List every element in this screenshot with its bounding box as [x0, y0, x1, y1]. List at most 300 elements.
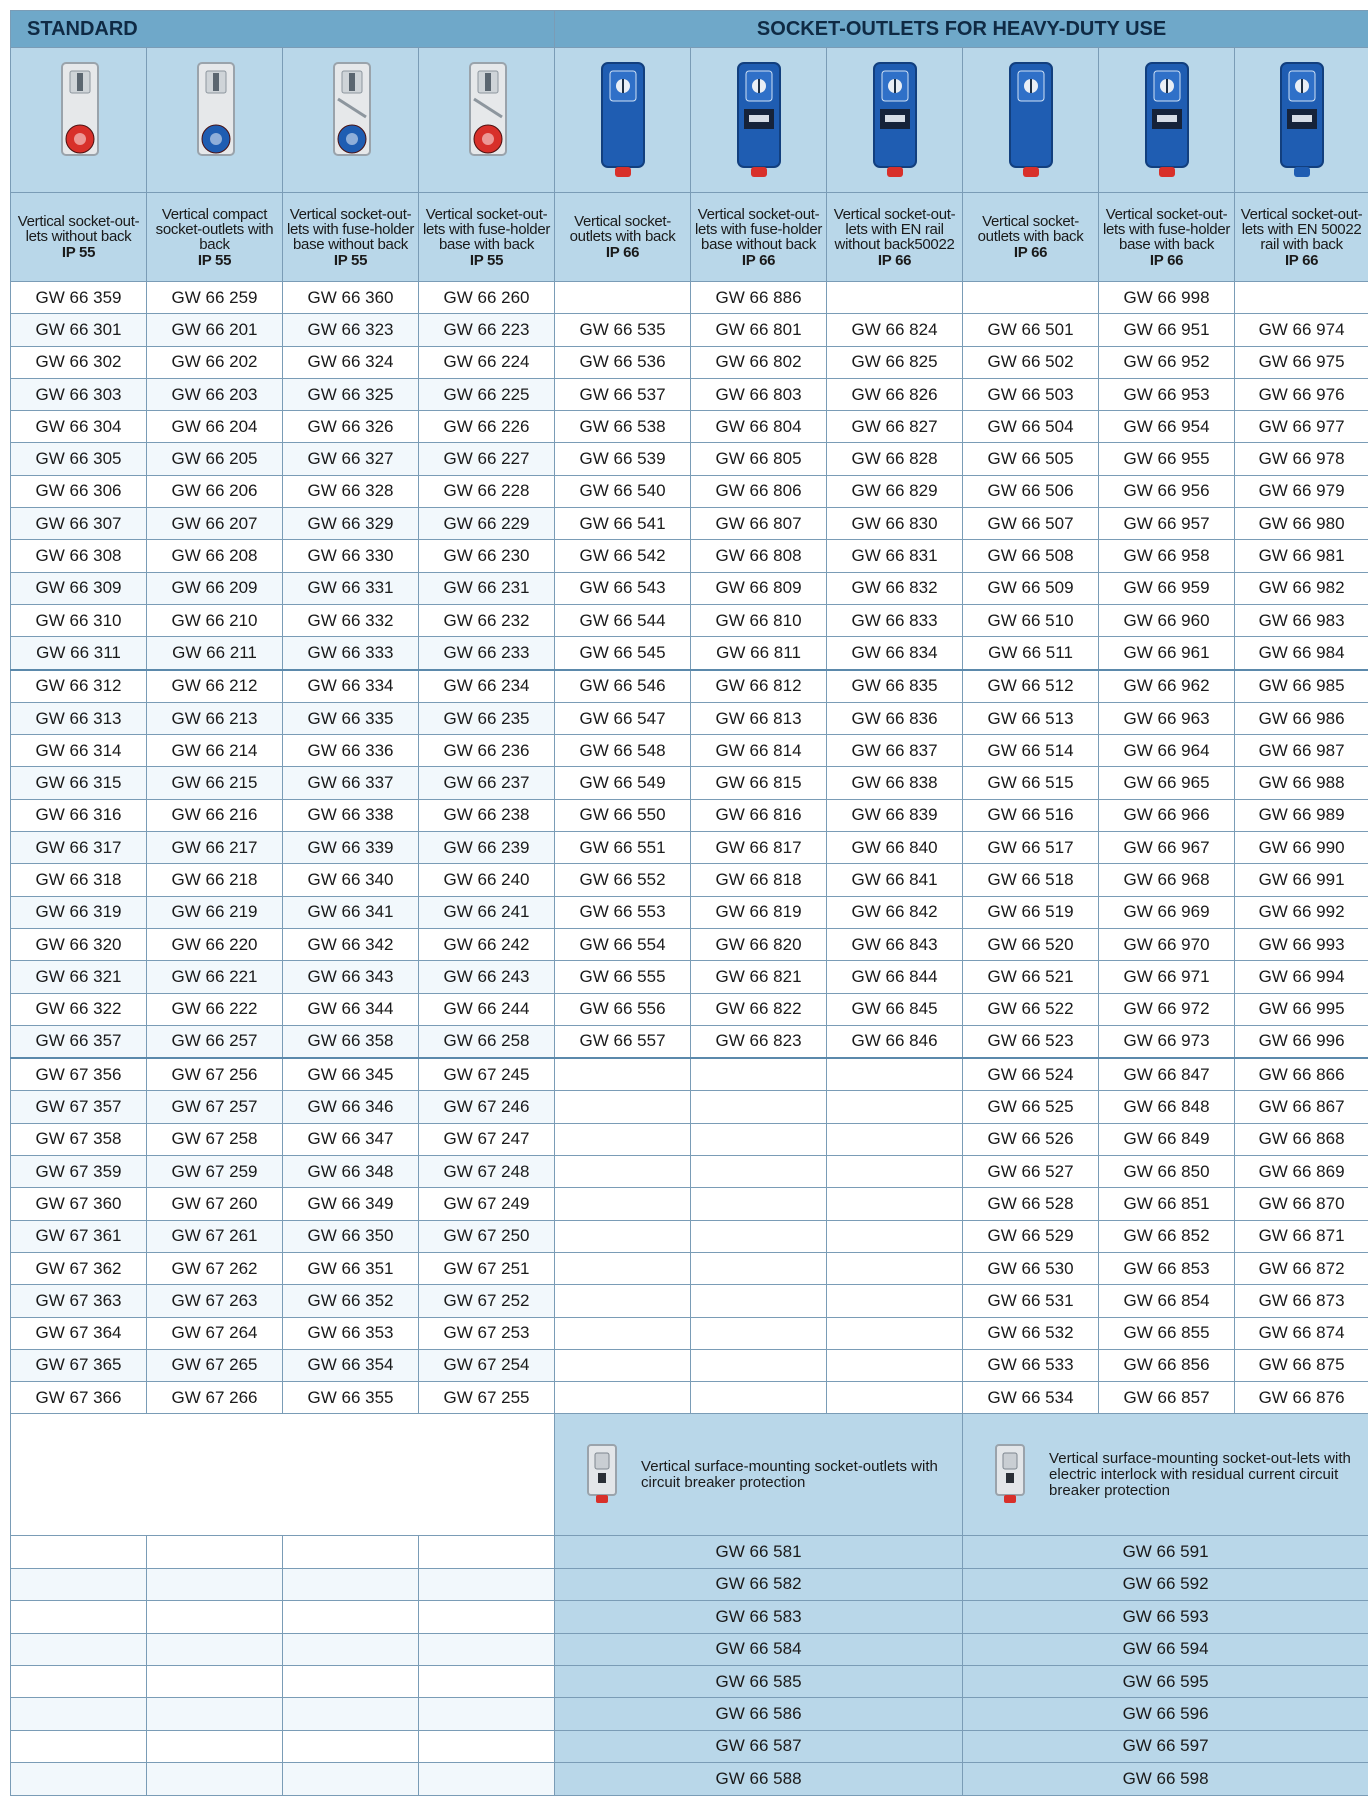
product-code-cell: GW 66 309	[11, 572, 147, 604]
blue-heavy-fuse-socket-outlet-icon	[691, 57, 826, 183]
table-row	[11, 896, 1368, 928]
product-code-cell	[691, 1156, 827, 1188]
breaker-product-code-cell: GW 66 598	[963, 1763, 1368, 1795]
product-code-cell: GW 66 961	[1099, 637, 1235, 670]
product-code-cell: GW 66 959	[1099, 572, 1235, 604]
product-code-cell: GW 66 804	[691, 411, 827, 443]
product-code-cell	[827, 1285, 963, 1317]
product-code-cell: GW 66 314	[11, 735, 147, 767]
empty-cell	[419, 1763, 555, 1795]
table-row	[11, 928, 1368, 960]
product-code-cell: GW 66 339	[283, 832, 419, 864]
ip-rating: IP 55	[421, 253, 552, 268]
product-code-cell: GW 67 264	[147, 1317, 283, 1349]
product-code-cell: GW 66 240	[419, 864, 555, 896]
table-row	[11, 1285, 1368, 1317]
empty-cell	[11, 1601, 147, 1633]
product-code-cell: GW 66 826	[827, 378, 963, 410]
product-code-cell: GW 66 321	[11, 961, 147, 993]
product-code-cell	[1235, 282, 1368, 314]
product-code-cell: GW 66 525	[963, 1091, 1099, 1123]
product-code-cell: GW 66 964	[1099, 735, 1235, 767]
product-code-cell	[555, 1285, 691, 1317]
product-code-cell	[555, 1382, 691, 1414]
product-code-cell: GW 66 989	[1235, 799, 1368, 831]
product-code-cell: GW 66 217	[147, 832, 283, 864]
table-row	[11, 1665, 1368, 1697]
product-code-cell: GW 66 302	[11, 346, 147, 378]
breaker-product-code-cell: GW 66 586	[555, 1698, 963, 1730]
breaker-product-code-cell: GW 66 597	[963, 1730, 1368, 1762]
product-code-cell	[555, 1123, 691, 1155]
product-code-cell: GW 66 225	[419, 378, 555, 410]
product-code-cell: GW 66 539	[555, 443, 691, 475]
table-row	[11, 670, 1368, 703]
product-code-cell: GW 66 305	[11, 443, 147, 475]
product-code-cell: GW 66 206	[147, 475, 283, 507]
product-code-cell: GW 66 529	[963, 1220, 1099, 1252]
product-code-cell: GW 67 265	[147, 1349, 283, 1381]
product-code-cell: GW 66 212	[147, 670, 283, 703]
product-code-cell: GW 66 832	[827, 572, 963, 604]
product-code-cell: GW 66 324	[283, 346, 419, 378]
product-code-cell: GW 66 849	[1099, 1123, 1235, 1155]
product-code-cell	[555, 1091, 691, 1123]
breaker-description-row	[11, 1414, 1368, 1536]
product-code-cell: GW 66 333	[283, 637, 419, 670]
product-code-cell: GW 66 354	[283, 1349, 419, 1381]
product-code-cell: GW 66 820	[691, 928, 827, 960]
breaker-product-code-cell: GW 66 581	[555, 1536, 963, 1568]
product-code-cell: GW 66 516	[963, 799, 1099, 831]
product-code-cell: GW 66 338	[283, 799, 419, 831]
product-code-cell: GW 67 362	[11, 1252, 147, 1284]
product-code-cell: GW 67 361	[11, 1220, 147, 1252]
product-code-cell: GW 66 874	[1235, 1317, 1368, 1349]
rcd-breaker-product-description: Vertical surface-mounting socket-out-lets with electric interlock with residual current circuit breaker protection	[1049, 1451, 1368, 1499]
blue-heavy-rail-back-socket-outlet-icon	[1235, 57, 1368, 183]
product-code-cell: GW 66 230	[419, 540, 555, 572]
product-code-cell: GW 66 852	[1099, 1220, 1235, 1252]
product-code-cell: GW 66 549	[555, 767, 691, 799]
product-code-cell: GW 66 837	[827, 735, 963, 767]
product-code-cell: GW 66 344	[283, 993, 419, 1025]
product-code-cell: GW 66 981	[1235, 540, 1368, 572]
product-code-cell: GW 66 995	[1235, 993, 1368, 1025]
product-code-cell: GW 66 527	[963, 1156, 1099, 1188]
section-header-row	[11, 11, 1368, 48]
product-code-cell: GW 66 548	[555, 735, 691, 767]
product-image-cell	[827, 48, 963, 193]
product-code-cell: GW 66 219	[147, 896, 283, 928]
table-row	[11, 1091, 1368, 1123]
product-code-cell: GW 66 208	[147, 540, 283, 572]
product-code-cell	[691, 1349, 827, 1381]
table-row	[11, 799, 1368, 831]
product-code-cell	[691, 1123, 827, 1155]
product-description-cell	[963, 193, 1099, 282]
product-image-cell	[1235, 48, 1368, 193]
table-row	[11, 832, 1368, 864]
product-code-cell	[827, 1220, 963, 1252]
blue-heavy-socket-outlet-back-icon	[963, 57, 1098, 183]
product-code-cell: GW 66 975	[1235, 346, 1368, 378]
product-code-cell: GW 66 839	[827, 799, 963, 831]
product-image-cell	[691, 48, 827, 193]
product-description-cell	[147, 193, 283, 282]
product-code-cell: GW 66 974	[1235, 314, 1368, 346]
breaker-product-code-cell: GW 66 591	[963, 1536, 1368, 1568]
product-code-cell: GW 66 545	[555, 637, 691, 670]
product-code-cell: GW 66 856	[1099, 1349, 1235, 1381]
product-code-cell: GW 66 544	[555, 604, 691, 636]
empty-cell	[283, 1536, 419, 1568]
product-code-cell: GW 66 218	[147, 864, 283, 896]
product-code-cell: GW 66 984	[1235, 637, 1368, 670]
table-row	[11, 1730, 1368, 1762]
product-image-cell	[963, 48, 1099, 193]
product-code-cell: GW 66 360	[283, 282, 419, 314]
product-code-cell: GW 66 835	[827, 670, 963, 703]
table-row	[11, 1698, 1368, 1730]
product-code-cell: GW 67 357	[11, 1091, 147, 1123]
product-code-cell: GW 66 996	[1235, 1025, 1368, 1058]
product-description-cell	[691, 193, 827, 282]
product-code-cell: GW 66 306	[11, 475, 147, 507]
product-code-cell: GW 67 248	[419, 1156, 555, 1188]
product-code-cell: GW 66 232	[419, 604, 555, 636]
product-code-cell: GW 66 987	[1235, 735, 1368, 767]
empty-cell	[147, 1665, 283, 1697]
product-code-cell: GW 66 211	[147, 637, 283, 670]
product-code-cell: GW 66 204	[147, 411, 283, 443]
product-code-cell: GW 66 523	[963, 1025, 1099, 1058]
product-description: Vertical socket-outlets with back	[978, 213, 1084, 245]
product-code-cell: GW 66 845	[827, 993, 963, 1025]
product-code-cell: GW 66 993	[1235, 928, 1368, 960]
product-code-cell	[827, 1123, 963, 1155]
product-code-cell: GW 66 983	[1235, 604, 1368, 636]
product-code-cell: GW 66 556	[555, 993, 691, 1025]
product-code-cell: GW 66 310	[11, 604, 147, 636]
product-code-cell: GW 66 515	[963, 767, 1099, 799]
product-code-cell: GW 66 341	[283, 896, 419, 928]
product-code-cell: GW 66 819	[691, 896, 827, 928]
table-row	[11, 443, 1368, 475]
product-code-cell: GW 66 519	[963, 896, 1099, 928]
product-code-cell: GW 66 336	[283, 735, 419, 767]
product-code-cell: GW 66 962	[1099, 670, 1235, 703]
product-code-cell: GW 66 994	[1235, 961, 1368, 993]
table-row	[11, 1220, 1368, 1252]
product-code-cell: GW 66 985	[1235, 670, 1368, 703]
product-code-cell: GW 66 526	[963, 1123, 1099, 1155]
product-code-cell: GW 66 317	[11, 832, 147, 864]
product-code-cell	[555, 282, 691, 314]
product-code-cell: GW 66 970	[1099, 928, 1235, 960]
table-row	[11, 346, 1368, 378]
breaker-product-code-cell: GW 66 595	[963, 1665, 1368, 1697]
product-code-cell: GW 66 821	[691, 961, 827, 993]
product-code-cell: GW 66 334	[283, 670, 419, 703]
product-code-cell: GW 66 886	[691, 282, 827, 314]
empty-cell	[11, 1763, 147, 1795]
product-code-cell: GW 66 951	[1099, 314, 1235, 346]
empty-cell	[11, 1698, 147, 1730]
product-code-cell: GW 66 514	[963, 735, 1099, 767]
product-code-cell: GW 66 532	[963, 1317, 1099, 1349]
product-image-cell	[555, 48, 691, 193]
breaker-product-code-cell: GW 66 592	[963, 1568, 1368, 1600]
product-code-cell: GW 66 958	[1099, 540, 1235, 572]
product-code-cell: GW 66 355	[283, 1382, 419, 1414]
empty-cell	[11, 1568, 147, 1600]
product-code-cell: GW 66 809	[691, 572, 827, 604]
product-code-table-page	[10, 10, 1368, 1796]
ip-rating: IP 66	[829, 253, 960, 268]
breaker-product-code-cell: GW 66 587	[555, 1730, 963, 1762]
product-code-cell: GW 66 235	[419, 702, 555, 734]
product-code-cell: GW 66 802	[691, 346, 827, 378]
product-description-cell	[1099, 193, 1235, 282]
product-code-cell	[555, 1188, 691, 1220]
product-code-cell: GW 67 263	[147, 1285, 283, 1317]
product-code-cell: GW 66 803	[691, 378, 827, 410]
product-code-cell: GW 66 224	[419, 346, 555, 378]
product-code-cell: GW 66 829	[827, 475, 963, 507]
product-code-cell: GW 66 337	[283, 767, 419, 799]
product-code-cell: GW 67 358	[11, 1123, 147, 1155]
product-code-cell	[827, 1188, 963, 1220]
product-code-cell: GW 67 247	[419, 1123, 555, 1155]
product-code-cell: GW 67 254	[419, 1349, 555, 1381]
product-code-cell: GW 66 990	[1235, 832, 1368, 864]
product-code-cell: GW 66 214	[147, 735, 283, 767]
product-description: Vertical socket-out-lets with fuse-holder base with back	[423, 206, 550, 253]
table-row	[11, 767, 1368, 799]
product-code-cell: GW 66 520	[963, 928, 1099, 960]
empty-cell	[283, 1633, 419, 1665]
product-code-cell: GW 66 825	[827, 346, 963, 378]
empty-cell	[11, 1665, 147, 1697]
product-description: Vertical socket-out-lets with fuse-holder base without back	[695, 206, 822, 253]
product-code-cell	[555, 1252, 691, 1284]
product-code-cell	[555, 1220, 691, 1252]
product-code-cell: GW 66 501	[963, 314, 1099, 346]
empty-cell	[11, 1536, 147, 1568]
product-code-cell: GW 66 854	[1099, 1285, 1235, 1317]
product-code-cell: GW 66 828	[827, 443, 963, 475]
product-code-cell: GW 66 552	[555, 864, 691, 896]
product-code-cell: GW 66 960	[1099, 604, 1235, 636]
product-code-cell: GW 66 229	[419, 508, 555, 540]
product-code-cell: GW 66 315	[11, 767, 147, 799]
product-code-cell: GW 66 992	[1235, 896, 1368, 928]
product-code-cell: GW 66 833	[827, 604, 963, 636]
table-row	[11, 1252, 1368, 1284]
product-code-cell: GW 66 831	[827, 540, 963, 572]
product-code-cell: GW 66 320	[11, 928, 147, 960]
product-code-cell: GW 66 557	[555, 1025, 691, 1058]
product-code-cell: GW 66 816	[691, 799, 827, 831]
product-code-cell: GW 67 256	[147, 1058, 283, 1091]
product-code-cell: GW 66 952	[1099, 346, 1235, 378]
product-description: Vertical socket-out-lets with EN rail without back50022	[834, 206, 956, 253]
product-code-cell: GW 66 542	[555, 540, 691, 572]
section-heavy-duty-heading: SOCKET-OUTLETS FOR HEAVY-DUTY USE	[555, 11, 1368, 48]
product-code-cell: GW 66 876	[1235, 1382, 1368, 1414]
product-code-cell: GW 66 836	[827, 702, 963, 734]
product-code-cell: GW 66 823	[691, 1025, 827, 1058]
product-code-cell: GW 66 509	[963, 572, 1099, 604]
product-code-cell: GW 67 255	[419, 1382, 555, 1414]
product-code-cell: GW 66 867	[1235, 1091, 1368, 1123]
product-code-cell: GW 66 967	[1099, 832, 1235, 864]
product-description-row	[11, 193, 1368, 282]
product-code-cell: GW 66 818	[691, 864, 827, 896]
product-code-cell: GW 66 238	[419, 799, 555, 831]
product-code-cell: GW 66 311	[11, 637, 147, 670]
product-code-cell: GW 66 555	[555, 961, 691, 993]
product-code-cell	[827, 1349, 963, 1381]
product-code-cell: GW 66 348	[283, 1156, 419, 1188]
product-code-cell: GW 66 871	[1235, 1220, 1368, 1252]
empty-cell	[419, 1568, 555, 1600]
table-row	[11, 702, 1368, 734]
product-code-cell: GW 66 982	[1235, 572, 1368, 604]
product-code-cell	[827, 1317, 963, 1349]
product-code-cell	[691, 1252, 827, 1284]
product-code-cell	[555, 1349, 691, 1381]
empty-cell	[147, 1601, 283, 1633]
table-row	[11, 314, 1368, 346]
product-code-cell: GW 66 537	[555, 378, 691, 410]
product-code-cell: GW 67 363	[11, 1285, 147, 1317]
product-code-cell: GW 66 243	[419, 961, 555, 993]
product-code-cell	[555, 1156, 691, 1188]
product-code-cell: GW 66 518	[963, 864, 1099, 896]
product-code-cell: GW 67 364	[11, 1317, 147, 1349]
product-description: Vertical socket-outlets with back	[570, 213, 676, 245]
product-code-cell: GW 67 266	[147, 1382, 283, 1414]
product-code-cell: GW 66 505	[963, 443, 1099, 475]
product-image-cell	[283, 48, 419, 193]
product-code-cell: GW 67 253	[419, 1317, 555, 1349]
product-code-cell: GW 66 534	[963, 1382, 1099, 1414]
product-code-cell: GW 66 221	[147, 961, 283, 993]
section-standard-heading: STANDARD	[11, 11, 555, 48]
product-code-cell: GW 66 226	[419, 411, 555, 443]
product-code-cell: GW 66 331	[283, 572, 419, 604]
product-code-cell	[691, 1188, 827, 1220]
table-row	[11, 1763, 1368, 1795]
product-code-cell: GW 66 971	[1099, 961, 1235, 993]
product-code-cell: GW 67 260	[147, 1188, 283, 1220]
table-row	[11, 993, 1368, 1025]
table-row	[11, 540, 1368, 572]
product-code-cell: GW 66 345	[283, 1058, 419, 1091]
product-code-cell: GW 66 986	[1235, 702, 1368, 734]
product-code-cell: GW 66 830	[827, 508, 963, 540]
table-row	[11, 1188, 1368, 1220]
product-code-cell: GW 66 223	[419, 314, 555, 346]
product-code-cell: GW 67 252	[419, 1285, 555, 1317]
product-code-cell: GW 66 857	[1099, 1382, 1235, 1414]
product-code-cell	[827, 1156, 963, 1188]
product-description: Vertical socket-out-lets with fuse-holder base without back	[287, 206, 414, 253]
empty-cell	[147, 1536, 283, 1568]
product-code-cell: GW 67 360	[11, 1188, 147, 1220]
empty-cell	[283, 1665, 419, 1697]
product-code-cell: GW 66 834	[827, 637, 963, 670]
product-code-cell: GW 66 307	[11, 508, 147, 540]
product-code-cell: GW 66 258	[419, 1025, 555, 1058]
table-row	[11, 604, 1368, 636]
product-code-cell	[691, 1091, 827, 1123]
product-code-cell: GW 66 536	[555, 346, 691, 378]
product-code-cell: GW 66 332	[283, 604, 419, 636]
product-code-cell: GW 66 228	[419, 475, 555, 507]
product-image-cell	[419, 48, 555, 193]
product-code-cell: GW 66 220	[147, 928, 283, 960]
product-code-cell: GW 66 326	[283, 411, 419, 443]
product-code-cell: GW 67 356	[11, 1058, 147, 1091]
product-description-cell	[283, 193, 419, 282]
product-code-cell: GW 66 343	[283, 961, 419, 993]
product-image-cell	[1099, 48, 1235, 193]
product-code-cell: GW 66 870	[1235, 1188, 1368, 1220]
product-code-cell: GW 66 868	[1235, 1123, 1368, 1155]
product-code-cell: GW 66 979	[1235, 475, 1368, 507]
product-code-cell: GW 66 319	[11, 896, 147, 928]
breaker-socket-outlet-icon	[585, 1443, 619, 1507]
product-code-cell: GW 66 991	[1235, 864, 1368, 896]
product-code-cell: GW 66 313	[11, 702, 147, 734]
product-code-cell: GW 66 504	[963, 411, 1099, 443]
table-row	[11, 1568, 1368, 1600]
empty-cell	[147, 1698, 283, 1730]
ip-rating: IP 55	[13, 245, 144, 260]
product-code-cell: GW 66 510	[963, 604, 1099, 636]
product-code-cell: GW 66 301	[11, 314, 147, 346]
table-row	[11, 1536, 1368, 1568]
product-code-cell: GW 66 352	[283, 1285, 419, 1317]
product-code-cell: GW 66 530	[963, 1252, 1099, 1284]
product-code-cell: GW 66 351	[283, 1252, 419, 1284]
rcd-breaker-socket-outlet-icon	[993, 1443, 1027, 1507]
table-row	[11, 637, 1368, 670]
product-code-cell: GW 66 969	[1099, 896, 1235, 928]
product-code-cell: GW 66 328	[283, 475, 419, 507]
product-code-cell: GW 66 342	[283, 928, 419, 960]
product-code-cell: GW 66 842	[827, 896, 963, 928]
product-code-cell	[691, 1058, 827, 1091]
product-code-cell: GW 66 956	[1099, 475, 1235, 507]
product-image-cell	[11, 48, 147, 193]
product-description-cell	[555, 193, 691, 282]
product-image-row	[11, 48, 1368, 193]
product-code-cell: GW 66 805	[691, 443, 827, 475]
ip-rating: IP 55	[285, 253, 416, 268]
product-code-table	[10, 10, 1368, 1796]
product-code-cell: GW 66 304	[11, 411, 147, 443]
product-code-cell: GW 66 540	[555, 475, 691, 507]
product-code-cell	[691, 1220, 827, 1252]
product-code-cell: GW 66 244	[419, 993, 555, 1025]
product-code-cell: GW 66 554	[555, 928, 691, 960]
product-code-cell: GW 67 359	[11, 1156, 147, 1188]
product-code-cell: GW 67 365	[11, 1349, 147, 1381]
